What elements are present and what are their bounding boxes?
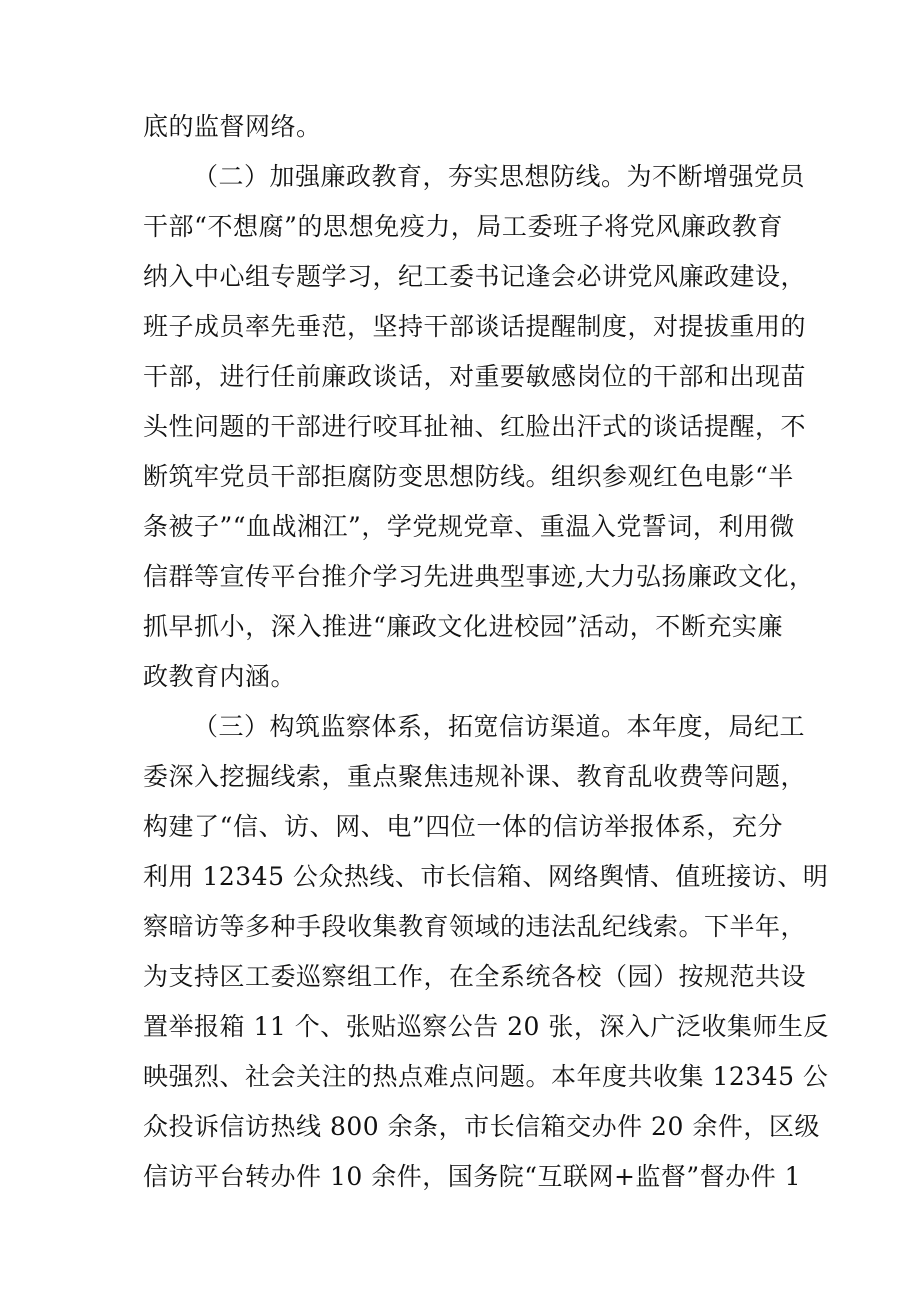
text-line: 构建了“信、访、网、电”四位一体的信访举报体系，充分 bbox=[143, 812, 783, 841]
text-line: 头性问题的干部进行咬耳扯袖、红脸出汗式的谈话提醒，不 bbox=[143, 412, 807, 441]
text-line: 干部，进行任前廉政谈话，对重要敏感岗位的干部和出现苗 bbox=[143, 362, 807, 391]
text-line: 政教育内涵。 bbox=[143, 662, 297, 691]
text-line: 干部“不想腐”的思想免疫力，局工委班子将党风廉政教育 bbox=[143, 212, 783, 241]
text-line: 纳入中心组专题学习，纪工委书记逢会必讲党风廉政建设， bbox=[143, 262, 807, 291]
text-line: 为支持区工委巡察组工作，在全系统各校（园）按规范共设 bbox=[143, 962, 807, 991]
text-line: 置举报箱 11 个、张贴巡察公告 20 张，深入广泛收集师生反 bbox=[143, 1012, 829, 1041]
text-line: 断筑牢党员干部拒腐防变思想防线。组织参观红色电影“半 bbox=[143, 462, 794, 491]
text-line: 委深入挖掘线索，重点聚焦违规补课、教育乱收费等问题， bbox=[143, 762, 807, 791]
text-line: 班子成员率先垂范，坚持干部谈话提醒制度，对提拔重用的 bbox=[143, 312, 807, 341]
text-line: 映强烈、社会关注的热点难点问题。本年度共收集 12345 公 bbox=[143, 1062, 829, 1091]
text-line: 众投诉信访热线 800 余条，市长信箱交办件 20 余件，区级 bbox=[143, 1112, 820, 1141]
text-line: 条被子”“血战湘江”，学党规党章、重温入党誓词，利用微 bbox=[143, 512, 795, 541]
text-line: 抓早抓小，深入推进“廉政文化进校园”活动，不断充实廉 bbox=[143, 612, 783, 641]
text-line: 利用 12345 公众热线、市长信箱、网络舆情、值班接访、明 bbox=[143, 862, 829, 891]
paragraph-heading-line: （二）加强廉政教育，夯实思想防线。为不断增强党员 bbox=[193, 162, 806, 191]
text-line: 信群等宣传平台推介学习先进典型事迹,大力弘扬廉政文化， bbox=[143, 562, 815, 591]
text-line: 察暗访等多种手段收集教育领域的违法乱纪线索。下半年， bbox=[143, 912, 807, 941]
text-line: 信访平台转办件 10 余件，国务院“互联网+监督”督办件 1 bbox=[143, 1162, 802, 1191]
paragraph-heading-line: （三）构筑监察体系，拓宽信访渠道。本年度，局纪工 bbox=[193, 712, 806, 741]
text-line: 底的监督网络。 bbox=[143, 112, 322, 141]
document-body bbox=[143, 102, 829, 1202]
